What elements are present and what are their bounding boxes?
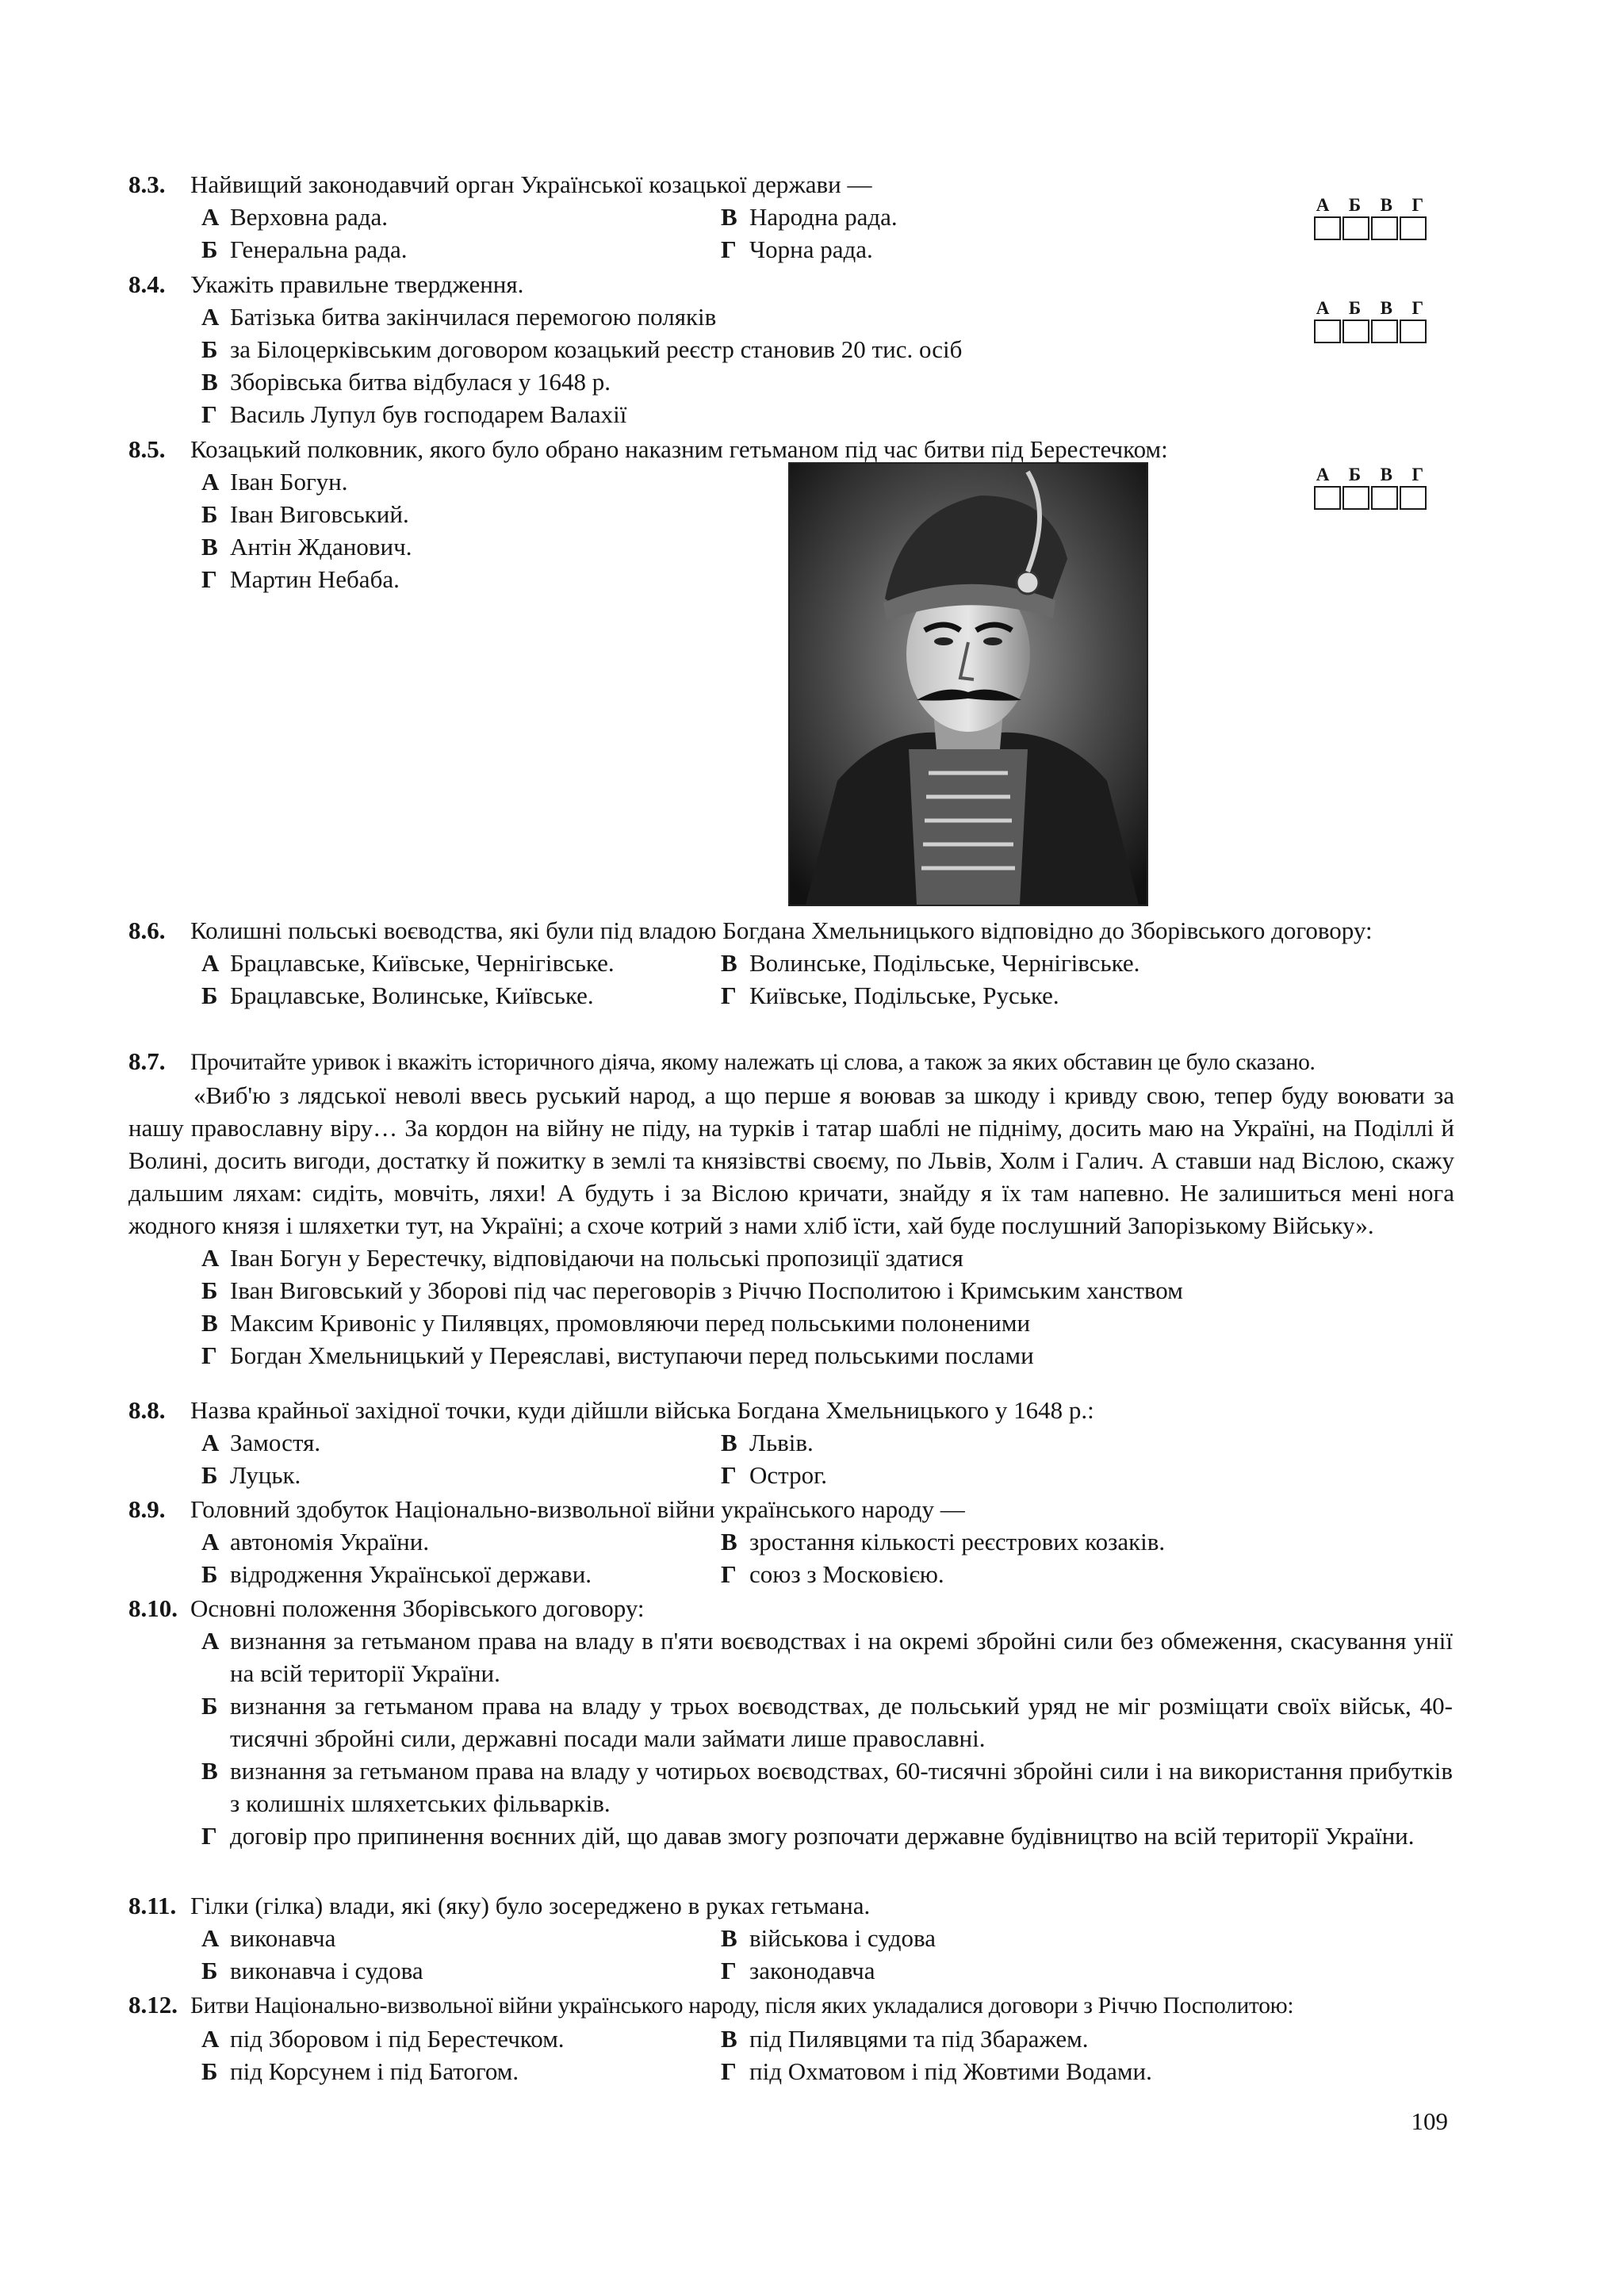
option-b bbox=[201, 979, 721, 1012]
option-text: зростання кількості реєстрових козаків. bbox=[749, 1528, 1166, 1556]
option-letter: Г bbox=[201, 565, 217, 593]
question-text: Найвищий законодавчий орган Української козацької держави — bbox=[190, 170, 872, 198]
option-a bbox=[201, 300, 1453, 333]
option-g bbox=[201, 1339, 1454, 1372]
option-text: союз з Московією. bbox=[749, 1560, 944, 1588]
option-text: Луцьк. bbox=[230, 1461, 301, 1489]
option-b bbox=[201, 1689, 1453, 1755]
option-b bbox=[201, 1274, 1454, 1307]
option-letter: А bbox=[201, 1924, 220, 1952]
question-text: Головний здобуток Національно-визвольної війни українського народу — bbox=[190, 1495, 965, 1523]
option-b bbox=[201, 333, 1453, 365]
option-text: під Пилявцями та під Збаражем. bbox=[749, 2025, 1089, 2053]
option-text: за Білоцерківським договором козацький реєстр становив 20 тис. осіб bbox=[230, 335, 963, 363]
option-letter: А bbox=[201, 949, 220, 977]
option-letter: А bbox=[201, 303, 220, 331]
option-g bbox=[721, 2055, 1240, 2087]
answer-cell-b[interactable] bbox=[1342, 486, 1369, 510]
question-text: Основні положення Зборівського договору: bbox=[190, 1594, 645, 1622]
option-letter: В bbox=[201, 1757, 218, 1785]
option-letter: В bbox=[201, 368, 218, 396]
answer-cell-v[interactable] bbox=[1371, 486, 1398, 510]
option-text: Острог. bbox=[749, 1461, 828, 1489]
option-text: Львів. bbox=[749, 1429, 814, 1456]
option-letter: Б bbox=[201, 1560, 218, 1588]
question-number: 8.7. bbox=[128, 1047, 166, 1075]
option-letter: Б bbox=[201, 1692, 218, 1720]
answer-label: Б bbox=[1348, 195, 1362, 215]
question-number: 8.12. bbox=[128, 1991, 178, 2019]
option-a bbox=[201, 1426, 721, 1459]
options bbox=[201, 1624, 1453, 1852]
option-letter: Г bbox=[721, 1461, 737, 1489]
option-b bbox=[201, 2055, 721, 2087]
option-b bbox=[201, 1558, 721, 1590]
question-8-4 bbox=[128, 268, 1453, 430]
question-number: 8.4. bbox=[128, 270, 166, 298]
answer-label: А bbox=[1316, 195, 1331, 215]
options bbox=[201, 1242, 1454, 1372]
option-letter: В bbox=[721, 1924, 737, 1952]
option-a bbox=[201, 1525, 721, 1558]
question-text: Назва крайньої західної точки, куди дійшли війська Богдана Хмельницького у 1648 р.: bbox=[190, 1396, 1094, 1424]
option-letter: А bbox=[201, 468, 220, 496]
question-8-7 bbox=[128, 1045, 1454, 1372]
option-text: Іван Виговський. bbox=[230, 500, 409, 528]
answer-cell-a[interactable] bbox=[1314, 216, 1341, 240]
question-text: Битви Національно-визвольної війни українського народу, після яких укладалися договори з Річчю Посполитою: bbox=[190, 1993, 1294, 2019]
option-b bbox=[201, 1459, 721, 1491]
question-8-9 bbox=[128, 1493, 1453, 1590]
option-v bbox=[201, 1307, 1454, 1339]
question-number: 8.8. bbox=[128, 1396, 166, 1424]
option-letter: В bbox=[721, 2025, 737, 2053]
answer-cell-v[interactable] bbox=[1371, 320, 1398, 343]
option-text: визнання за гетьманом права на владу у чотирьох воєводствах, 60-тисячні збройні сили і на використання прибутків з колишніх шляхетських фільварків. bbox=[230, 1757, 1453, 1817]
option-text: Київське, Подільське, Руське. bbox=[749, 982, 1059, 1009]
option-letter: Г bbox=[201, 1822, 217, 1850]
option-v bbox=[721, 947, 1240, 979]
option-text: під Зборовом і під Берестечком. bbox=[230, 2025, 565, 2053]
option-letter: Г bbox=[201, 400, 217, 428]
option-text: Замостя. bbox=[230, 1429, 321, 1456]
question-number: 8.6. bbox=[128, 916, 166, 944]
option-letter: Г bbox=[201, 1341, 217, 1369]
option-text: визнання за гетьманом права на владу у трьох воєводствах, де польський уряд не міг розміщати своїх військ, 40-тисячні збройні сили, державні посади мали займати лише православні. bbox=[230, 1692, 1453, 1752]
answer-label: Г bbox=[1411, 465, 1425, 484]
option-text: Народна рада. bbox=[749, 203, 898, 231]
answer-label: А bbox=[1316, 465, 1331, 484]
option-letter: А bbox=[201, 1528, 220, 1556]
option-text: Іван Богун. bbox=[230, 468, 348, 496]
option-letter: А bbox=[201, 203, 220, 231]
question-8-12 bbox=[128, 1988, 1454, 2087]
answer-cell-v[interactable] bbox=[1371, 216, 1398, 240]
options bbox=[201, 947, 1453, 1012]
option-v bbox=[721, 1426, 1240, 1459]
option-text: Батізька битва закінчилася перемогою поляків bbox=[230, 303, 717, 331]
answer-cell-b[interactable] bbox=[1342, 216, 1369, 240]
option-g bbox=[721, 1459, 1240, 1491]
answer-label: В bbox=[1380, 465, 1394, 484]
option-letter: А bbox=[201, 2025, 220, 2053]
answer-cell-a[interactable] bbox=[1314, 320, 1341, 343]
option-b bbox=[201, 1954, 721, 1987]
option-text: Волинське, Подільське, Чернігівське. bbox=[749, 949, 1140, 977]
option-letter: Г bbox=[721, 1560, 737, 1588]
answer-label: В bbox=[1380, 298, 1394, 318]
question-text: Гілки (гілка) влади, які (яку) було зосереджено в руках гетьмана. bbox=[190, 1892, 871, 1919]
option-g bbox=[201, 398, 1453, 430]
answer-label: Б bbox=[1348, 298, 1362, 318]
option-a bbox=[201, 1922, 721, 1954]
option-letter: В bbox=[721, 203, 737, 231]
option-letter: Б bbox=[201, 1276, 218, 1304]
option-a bbox=[201, 947, 721, 979]
question-number: 8.3. bbox=[128, 170, 166, 198]
question-8-6 bbox=[128, 914, 1453, 1012]
question-8-3 bbox=[128, 168, 1453, 266]
question-text: Укажіть правильне твердження. bbox=[190, 270, 524, 298]
option-letter: В bbox=[721, 1429, 737, 1456]
option-text: Антін Жданович. bbox=[230, 533, 412, 561]
option-letter: А bbox=[201, 1244, 220, 1272]
answer-label: А bbox=[1316, 298, 1331, 318]
options bbox=[201, 1525, 1453, 1590]
cossack-portrait-image bbox=[788, 462, 1148, 906]
option-g bbox=[721, 1954, 1240, 1987]
question-number: 8.5. bbox=[128, 435, 166, 463]
answer-label: Б bbox=[1348, 465, 1362, 484]
question-number: 8.11. bbox=[128, 1892, 177, 1919]
quote-text: «Виб'ю з лядської неволі ввесь руський народ, а що перше я воював за шкоду і кривду свою, тепер буду воювати за нашу православну віру… За кордон на війну не піду, на турків і татар шаблі не підніму, досить маю на Україні, на Поділлі й Волині, досить вигоди, достатку й пожитку в землі та князівстві своєму, по Львів, Холм і Галич. А ставши над Віслою, скажу дальшим ляхам: сидіть, мовчіть, ляхи! А будуть і за Віслою кричати, знайду я їх там напевно. Не залишиться мені нога жодного князя і шляхетки тут, на Україні; а схоче котрий з нами хліб їсти, хай буде послушний Запорізькому Війську». bbox=[128, 1081, 1454, 1239]
question-text: Козацький полковник, якого було обрано наказним гетьманом під час битви під Берестечком: bbox=[190, 435, 1168, 463]
option-letter: Г bbox=[721, 1957, 737, 1984]
option-letter: Г bbox=[721, 2057, 737, 2085]
question-8-11 bbox=[128, 1889, 1453, 1987]
option-text: визнання за гетьманом права на владу в п'яти воєводствах і на окремі збройні сили без обмеження, скасування унії на всій території України. bbox=[230, 1627, 1453, 1687]
option-v bbox=[721, 201, 1240, 233]
question-text: Колишні польські воєводства, які були під владою Богдана Хмельницького відповідно до Зборівського договору: bbox=[190, 916, 1373, 944]
options bbox=[201, 1922, 1453, 1987]
option-g bbox=[201, 1820, 1453, 1852]
answer-cell-g[interactable] bbox=[1400, 320, 1427, 343]
option-a bbox=[201, 2022, 721, 2055]
answer-cell-g[interactable] bbox=[1400, 486, 1427, 510]
option-g bbox=[721, 233, 1240, 266]
question-8-8 bbox=[128, 1394, 1453, 1491]
option-text: Максим Кривоніс у Пилявцях, промовляючи перед польськими полоненими bbox=[230, 1309, 1031, 1337]
option-v bbox=[201, 365, 1453, 398]
answer-label: В bbox=[1380, 195, 1394, 215]
option-letter: В bbox=[201, 533, 218, 561]
option-text: автономія України. bbox=[230, 1528, 430, 1556]
options bbox=[201, 1426, 1453, 1491]
option-text: Генеральна рада. bbox=[230, 235, 408, 263]
option-v bbox=[721, 1525, 1240, 1558]
option-v bbox=[721, 2022, 1240, 2055]
option-letter: В bbox=[721, 1528, 737, 1556]
option-text: під Корсунем і під Батогом. bbox=[230, 2057, 519, 2085]
option-g bbox=[721, 979, 1240, 1012]
option-letter: Б bbox=[201, 500, 218, 528]
option-a bbox=[201, 1624, 1453, 1689]
option-letter: В bbox=[721, 949, 737, 977]
question-8-10 bbox=[128, 1592, 1453, 1852]
option-text: Василь Лупул був господарем Валахії bbox=[230, 400, 627, 428]
option-letter: В bbox=[201, 1309, 218, 1337]
option-text: Іван Богун у Берестечку, відповідаючи на польські пропозиції здатися bbox=[230, 1244, 963, 1272]
options bbox=[201, 300, 1453, 430]
option-v bbox=[721, 1922, 1240, 1954]
option-letter: Б bbox=[201, 2057, 218, 2085]
answer-label: Г bbox=[1411, 195, 1425, 215]
option-letter: Б bbox=[201, 982, 218, 1009]
option-text: Верховна рада. bbox=[230, 203, 389, 231]
option-text: Брацлавське, Волинське, Київське. bbox=[230, 982, 594, 1009]
option-text: відродження Української держави. bbox=[230, 1560, 592, 1588]
options bbox=[201, 201, 1453, 266]
option-letter: Б bbox=[201, 235, 218, 263]
option-text: Чорна рада. bbox=[749, 235, 873, 263]
option-text: Брацлавське, Київське, Чернігівське. bbox=[230, 949, 615, 977]
option-text: під Охматовом і під Жовтими Водами. bbox=[749, 2057, 1152, 2085]
option-letter: Б bbox=[201, 1461, 218, 1489]
option-text: Мартин Небаба. bbox=[230, 565, 400, 593]
option-b bbox=[201, 233, 721, 266]
page-number: 109 bbox=[1411, 2107, 1448, 2135]
option-text: Зборівська битва відбулася у 1648 р. bbox=[230, 368, 611, 396]
answer-label: Г bbox=[1411, 298, 1425, 318]
option-a bbox=[201, 1242, 1454, 1274]
option-text: законодавча bbox=[749, 1957, 875, 1984]
option-letter: А bbox=[201, 1429, 220, 1456]
option-text: виконавча і судова bbox=[230, 1957, 423, 1984]
option-text: Богдан Хмельницький у Переяславі, виступаючи перед польськими послами bbox=[230, 1341, 1034, 1369]
question-number: 8.9. bbox=[128, 1495, 166, 1523]
option-text: військова і судова bbox=[749, 1924, 936, 1952]
answer-cell-b[interactable] bbox=[1342, 320, 1369, 343]
question-number: 8.10. bbox=[128, 1594, 178, 1622]
answer-grid-8-3 bbox=[1307, 195, 1434, 240]
option-letter: Б bbox=[201, 335, 218, 363]
option-letter: Г bbox=[721, 982, 737, 1009]
option-g bbox=[721, 1558, 1240, 1590]
answer-grid-8-4 bbox=[1307, 298, 1434, 343]
option-a bbox=[201, 201, 721, 233]
answer-cell-a[interactable] bbox=[1314, 486, 1341, 510]
option-letter: А bbox=[201, 1627, 220, 1655]
answer-cell-g[interactable] bbox=[1400, 216, 1427, 240]
option-text: виконавча bbox=[230, 1924, 336, 1952]
option-v bbox=[201, 1755, 1453, 1820]
option-text: договір про припинення воєнних дій, що давав змогу розпочати державне будівництво на всій території України. bbox=[230, 1822, 1415, 1850]
option-letter: Г bbox=[721, 235, 737, 263]
option-letter: Б bbox=[201, 1957, 218, 1984]
option-text: Іван Виговський у Зборові під час переговорів з Річчю Посполитою і Кримським ханством bbox=[230, 1276, 1183, 1304]
question-text: Прочитайте уривок і вкажіть історичного діяча, якому належать ці слова, а також за яких обставин це було сказано. bbox=[190, 1050, 1316, 1075]
answer-grid-8-5 bbox=[1307, 465, 1434, 510]
options bbox=[201, 2022, 1454, 2087]
